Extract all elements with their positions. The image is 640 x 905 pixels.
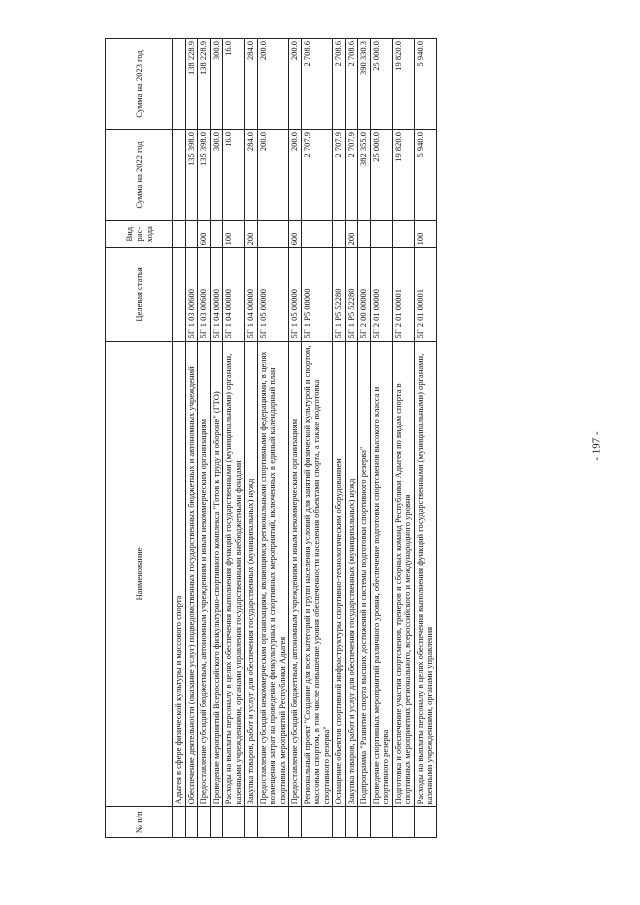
cell-code [173,248,186,341]
cell-code: 5Г 1 05 00000 [289,248,302,341]
table-row [289,39,302,838]
cell-sum-2022: 284.0 [245,130,258,221]
cell-sum-2022: 300.0 [210,130,223,221]
cell-num [245,807,258,838]
cell-kind [173,220,186,247]
cell-sum-2023: 138 228.9 [185,39,198,130]
cell-sum-2022: 200.0 [257,130,289,221]
cell-kind: 100 [223,220,245,247]
cell-sum-2023: 19 820.0 [392,39,414,130]
budget-table-sheet [105,38,568,838]
table-row [333,39,346,838]
page-number: - 197 - [590,431,603,461]
cell-num [414,807,436,838]
cell-num [210,807,223,838]
header-sum-2023: Сумма на 2023 год [106,39,173,130]
cell-kind [370,220,392,247]
cell-name: Предоставление субсидий бюджетным, автономным учреждениям и иным некоммерческим организациям [289,341,302,807]
cell-sum-2023: 138 228.9 [198,39,211,130]
table-row [198,39,211,838]
cell-sum-2023: 284.0 [245,39,258,130]
cell-name: Адыгея в сфере физической культуры и массового спорта [173,341,186,807]
cell-sum-2023: 25 000.0 [370,39,392,130]
cell-code: 5Г 1 04 00000 [210,248,223,341]
cell-sum-2023: 16.0 [223,39,245,130]
cell-sum-2022: 16.0 [223,130,245,221]
cell-name: Оснащение объектов спортивной инфраструктуры спортивно-технологическим оборудованием [333,341,346,807]
cell-name: Предоставление субсидий бюджетным, автономным учреждениям и иным некоммерческим организациям [198,341,211,807]
table-row [392,39,414,838]
cell-kind [333,220,346,247]
cell-code: 5Г 1 03 00600 [185,248,198,341]
cell-code: 5Г 2 01 00001 [414,248,436,341]
table-row [173,39,186,838]
cell-kind [392,220,414,247]
table-row [223,39,245,838]
cell-kind [358,220,371,247]
cell-sum-2023 [173,39,186,130]
cell-num [358,807,371,838]
cell-num [333,807,346,838]
cell-num [301,807,333,838]
cell-num [173,807,186,838]
cell-sum-2022: 2 707.9 [301,130,333,221]
cell-sum-2022: 5 940.0 [414,130,436,221]
cell-num [223,807,245,838]
cell-sum-2022: 2 707.9 [345,130,358,221]
cell-kind [257,220,289,247]
table-row [414,39,436,838]
cell-name: Закупка товаров, работ и услуг для обеспечения государственных (муниципальных) нужд [245,341,258,807]
table-row [370,39,392,838]
cell-num [185,807,198,838]
cell-code: 5Г 1 04 00000 [223,248,245,341]
cell-name: Проведение мероприятий Всероссийского физкультурно-спортивного комплекса "Готов к труду и обороне" (ГТО) [210,341,223,807]
cell-sum-2022: 200.0 [289,130,302,221]
table-row [185,39,198,838]
cell-name: Подпрограмма "Развитие спорта высших достижений и системы подготовки спортивного резерва" [358,341,371,807]
cell-num [257,807,289,838]
table-row [358,39,371,838]
cell-name: Региональный проект "Создание для всех категорий и групп населения условий для занятий физической культурой и спортом, массовым спортом, в том числе повышение уровня обеспеченности населения объектами спорта, а также подготовка спортивного резерва" [301,341,333,807]
cell-sum-2023: 5 940.0 [414,39,436,130]
header-sum-2022: Сумма на 2022 год [106,130,173,221]
table-row [301,39,333,838]
cell-kind [210,220,223,247]
cell-num [370,807,392,838]
table-row [345,39,358,838]
cell-name: Подготовка и обеспечение участия спортсменов, тренеров и сборных команд Республики Адыгея по видам спорта в спортивных мероприятиях регионального, всероссийского и международного уровня [392,341,414,807]
cell-code: 5Г 2 00 00000 [358,248,371,341]
cell-num [289,807,302,838]
header-name: Наименование [106,341,173,807]
cell-sum-2023: 390 330.3 [358,39,371,130]
cell-name: Закупка товаров, работ и услуг для обеспечения государственных (муниципальных) нужд [345,341,358,807]
cell-sum-2022 [173,130,186,221]
cell-kind [185,220,198,247]
cell-name: Обеспечение деятельности (оказание услуг) подведомственных государственных бюджетных и автономных учреждений [185,341,198,807]
cell-code: 5Г 2 01 00001 [392,248,414,341]
cell-kind: 100 [414,220,436,247]
cell-sum-2022: 2 707.9 [333,130,346,221]
cell-code: 5Г 1 03 00600 [198,248,211,341]
cell-code: 5Г 1 P5 52280 [345,248,358,341]
cell-sum-2022: 382 355.0 [358,130,371,221]
header-target: Целевая статья [106,248,173,341]
cell-name: Расходы на выплаты персоналу в целях обеспечения выполнения функций государственными (муниципальными) органами, казенными учреждениями, органами управления [414,341,436,807]
cell-code: 5Г 1 05 00000 [257,248,289,341]
cell-sum-2022: 25 000.0 [370,130,392,221]
table-row [210,39,223,838]
cell-sum-2023: 200.0 [257,39,289,130]
cell-kind: 200 [345,220,358,247]
cell-kind: 200 [245,220,258,247]
cell-kind: 600 [198,220,211,247]
cell-num [345,807,358,838]
cell-sum-2023: 2 708.6 [333,39,346,130]
cell-code: 5Г 1 04 00000 [245,248,258,341]
cell-sum-2022: 19 820.0 [392,130,414,221]
cell-sum-2023: 300.0 [210,39,223,130]
table-row [245,39,258,838]
cell-sum-2022: 135 398.0 [185,130,198,221]
cell-sum-2023: 2 708.6 [301,39,333,130]
budget-table [105,38,437,838]
table-row [257,39,289,838]
cell-code: 5Г 1 P5 00000 [301,248,333,341]
cell-name: Предоставление субсидий некоммерческим организациям, являющимся региональными спортивными федерациями, в целях возмещения затрат на проведение физкультурных и спортивных мероприятий, включенных в единый календарный план спортивных мероприятий Республики Адыгея [257,341,289,807]
cell-sum-2023: 2 708.6 [345,39,358,130]
table-header-row [106,39,173,838]
cell-name: Расходы на выплаты персоналу в целях обеспечения выполнения функций государственными (муниципальными) органами, казенными учреждениями, органами управления государственными внебюджетными фондами [223,341,245,807]
cell-code: 5Г 1 P5 52280 [333,248,346,341]
cell-code: 5Г 2 01 00000 [370,248,392,341]
cell-sum-2022: 135 398.0 [198,130,211,221]
cell-kind [301,220,333,247]
header-num: № п/п [106,807,173,838]
header-kind: Вид рас- хода [106,220,173,247]
cell-sum-2023: 200.0 [289,39,302,130]
cell-num [198,807,211,838]
cell-num [392,807,414,838]
cell-kind: 600 [289,220,302,247]
cell-name: Проведение спортивных мероприятий различного уровня, обеспечение подготовки спортсменов высокого класса и спортивного резерва [370,341,392,807]
